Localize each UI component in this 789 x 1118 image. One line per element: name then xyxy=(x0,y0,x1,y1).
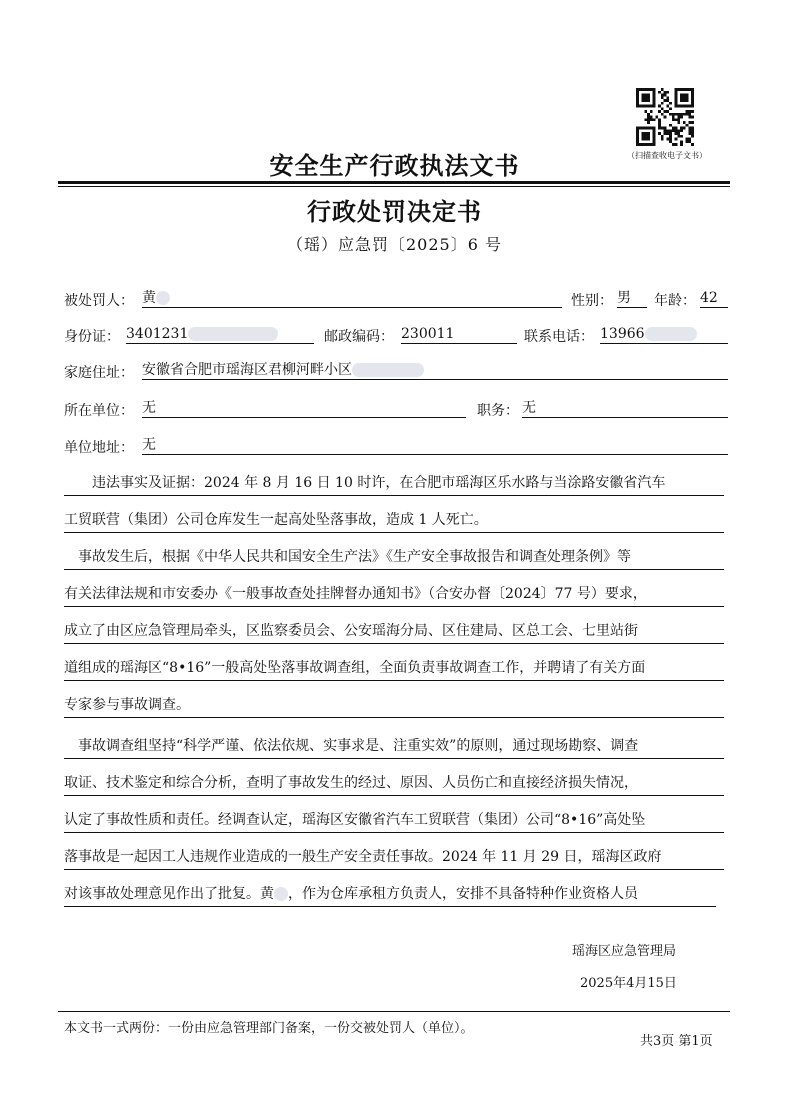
body-line: 事故发生后，根据《中华人民共和国安全生产法》《生产安全事故报告和调查处理条例》等 xyxy=(78,549,631,565)
body-line: 专家参与事故调查。 xyxy=(64,697,190,713)
footer-note: 本文书一式两份：一份由应急管理部门备案，一份交被处罚人（单位）。 xyxy=(64,1021,474,1036)
age-value: 42 xyxy=(700,289,728,308)
document-number: （瑶）应急罚〔2025〕6 号 xyxy=(287,235,502,254)
phone-value: 13966 xyxy=(600,326,645,342)
underline xyxy=(64,495,724,496)
position-value: 无 xyxy=(522,399,728,418)
body-line: 落事故是一起因工人违规作业造成的一般生产安全责任事故。2024 年 11 月 29 日，瑶海区政府 xyxy=(64,849,662,865)
document-title: 行政处罚决定书 xyxy=(307,197,482,226)
postal-value: 230011 xyxy=(401,325,517,344)
qr-code-icon xyxy=(636,88,694,146)
id-field xyxy=(126,325,314,344)
id-value: 3401231 xyxy=(126,326,189,342)
underline xyxy=(64,643,724,644)
body-line: 违法事实及证据：2024 年 8 月 16 日 10 时许，在合肥市瑶海区乐水路与当涂路安徽省汽车 xyxy=(92,475,666,491)
underline xyxy=(64,680,724,681)
redaction-mark xyxy=(188,327,278,341)
name-field xyxy=(142,289,562,308)
underline xyxy=(64,906,716,907)
employer-address-label: 单位地址： xyxy=(64,440,134,456)
redaction-mark xyxy=(274,887,288,901)
body-line: 取证、技术鉴定和综合分析，查明了事故发生的经过、原因、人员伤亡和直接经济损失情况， xyxy=(64,775,638,791)
underline xyxy=(64,606,724,607)
redaction-mark xyxy=(156,291,170,305)
body-line: 成立了由区应急管理局牵头，区监察委员会、公安瑶海分局、区住建局、区总工会、七里站街 xyxy=(64,623,638,639)
id-label: 身份证： xyxy=(64,329,120,345)
phone-field xyxy=(600,325,728,344)
address-value: 安徽省合肥市瑶海区君柳河畔小区 xyxy=(142,362,352,378)
footer-rule xyxy=(58,1011,730,1012)
gender-value: 男 xyxy=(617,289,647,308)
qr-caption: （扫描查收电子文书） xyxy=(627,151,707,160)
postal-label: 邮政编码： xyxy=(324,329,394,345)
body-line: 事故调查组坚持“科学严谨、依法依规、实事求是、注重实效”的原则，通过现场勘察、调查 xyxy=(78,738,639,754)
gender-label: 性别： xyxy=(571,293,613,309)
underline xyxy=(64,795,724,796)
underline xyxy=(64,832,724,833)
body-line: 认定了事故性质和责任。经调查认定，瑶海区安徽省汽车工贸联营（集团）公司“8•16”高处坠 xyxy=(64,812,646,828)
name-label: 被处罚人： xyxy=(64,293,134,309)
issuing-organization: 瑶海区应急管理局 xyxy=(572,944,677,959)
employer-label: 所在单位： xyxy=(64,403,134,419)
underline xyxy=(64,758,724,759)
body-line xyxy=(64,884,724,904)
body-line-part: ，作为仓库承租方负责人，安排不具备特种作业资格人员 xyxy=(288,886,638,902)
body-line: 工贸联营（集团）公司仓库发生一起高处坠落事故，造成 1 人死亡。 xyxy=(64,512,488,528)
issue-date: 2025年4月15日 xyxy=(580,976,677,991)
employer-address-value: 无 xyxy=(142,436,728,455)
address-label: 家庭住址： xyxy=(64,365,134,381)
page-info: 共3页 第1页 xyxy=(640,1034,713,1049)
address-field xyxy=(142,361,728,380)
underline xyxy=(64,717,724,718)
age-label: 年龄： xyxy=(654,293,696,309)
underline xyxy=(64,869,724,870)
underline xyxy=(64,569,724,570)
body-line-part: 对该事故处理意见作出了批复。黄 xyxy=(64,886,274,902)
body-line: 道组成的瑶海区“8•16”一般高处坠落事故调查组，全面负责事故调查工作，并聘请了有关方面 xyxy=(64,660,646,676)
header-rule-thin xyxy=(58,186,730,187)
redaction-mark xyxy=(645,327,697,341)
header-rule-thick xyxy=(58,181,730,184)
document-category-title: 安全生产行政执法文书 xyxy=(269,151,520,180)
body-line: 有关法律法规和市安委办《一般事故查处挂牌督办通知书》（合安办督〔2024〕77 号）要求， xyxy=(64,586,647,602)
redaction-mark xyxy=(352,363,424,377)
position-label: 职务： xyxy=(477,403,519,419)
phone-label: 联系电话： xyxy=(524,329,594,345)
underline xyxy=(64,532,724,533)
employer-value: 无 xyxy=(142,399,466,418)
name-value: 黄 xyxy=(142,290,156,306)
